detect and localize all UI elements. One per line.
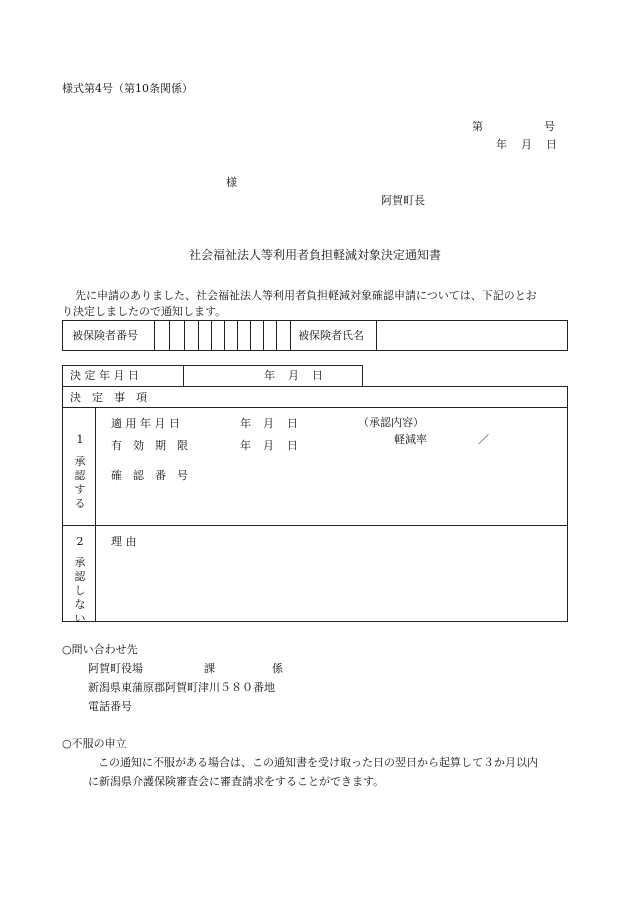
deny-vertical-label: 承認しない <box>74 556 86 625</box>
applied-month: 月 <box>263 417 274 430</box>
valid-month: 月 <box>263 439 274 452</box>
contact-heading: ○問い合わせ先 <box>62 643 138 656</box>
appeal-line-1: この通知に不服がある場合は、この通知書を受け取った日の翌日から起算して３か月以内 <box>98 756 538 769</box>
decision-date-divider <box>183 365 184 387</box>
digit-divider <box>184 320 185 351</box>
valid-day: 日 <box>287 439 298 452</box>
digit-divider <box>211 320 212 351</box>
matters-header-divider <box>62 407 568 408</box>
intro-line-1: 先に申請のありました、社会福祉法人等利用者負担軽減対象確認申請については、下記のとお <box>75 289 537 302</box>
contact-address: 新潟県東蒲原郡阿賀町津川５８０番地 <box>88 681 275 694</box>
name-divider <box>376 320 377 351</box>
document-title: 社会福祉法人等利用者負担軽減対象決定通知書 <box>188 248 441 262</box>
doc-number-suffix: 号 <box>544 120 555 133</box>
digit-divider <box>250 320 251 351</box>
insured-name-label: 被保険者氏名 <box>298 329 364 342</box>
applied-date-label: 適 用 年 月 日 <box>111 417 180 430</box>
digit-divider <box>224 320 225 351</box>
approval-content-label: （承認内容） <box>358 416 424 429</box>
contact-section: 課 <box>204 662 215 675</box>
insured-number-label: 被保険者番号 <box>72 329 138 342</box>
decision-matters-label: 決 定 事 項 <box>70 391 147 404</box>
reduction-rate-slash: ／ <box>478 433 489 446</box>
decision-date-year: 年 <box>264 369 275 382</box>
digit-divider <box>276 320 277 351</box>
approve-vertical-label: 承認する <box>74 455 86 510</box>
digit-divider <box>169 320 170 351</box>
doc-number-prefix: 第 <box>472 120 483 133</box>
digit-divider <box>290 320 291 351</box>
label-column-divider <box>95 407 96 622</box>
contact-office: 阿賀町役場 <box>88 662 143 675</box>
contact-unit: 係 <box>272 662 283 675</box>
decision-date-month: 月 <box>288 369 299 382</box>
decision-date-label: 決 定 年 月 日 <box>70 369 139 382</box>
date-day: 日 <box>546 138 557 151</box>
reason-label: 理 由 <box>111 535 137 548</box>
digit-divider <box>154 320 155 351</box>
form-number: 様式第4号（第10条関係） <box>62 82 193 95</box>
digit-divider <box>198 320 199 351</box>
appeal-line-2: に新潟県介護保険審査会に審査請求をすることができます。 <box>88 775 385 788</box>
intro-line-2: り決定しましたので通知します。 <box>62 305 227 318</box>
appeal-heading: ○不服の申立 <box>62 737 127 750</box>
sender: 阿賀町長 <box>381 194 425 207</box>
deny-number: 2 <box>76 535 84 548</box>
date-year: 年 <box>496 138 507 151</box>
reduction-rate-label: 軽減率 <box>394 433 427 446</box>
applied-day: 日 <box>287 417 298 430</box>
digit-divider <box>237 320 238 351</box>
valid-period-label: 有 効 期 限 <box>111 439 188 452</box>
approve-number: 1 <box>76 433 84 446</box>
valid-year: 年 <box>240 439 251 452</box>
contact-phone-label: 電話番号 <box>88 700 132 713</box>
confirm-number-label: 確 認 番 号 <box>111 469 188 482</box>
date-month: 月 <box>521 138 532 151</box>
approve-deny-divider <box>62 525 568 526</box>
addressee-suffix: 様 <box>226 176 237 189</box>
digit-divider <box>263 320 264 351</box>
applied-year: 年 <box>240 417 251 430</box>
decision-date-day: 日 <box>312 369 323 382</box>
